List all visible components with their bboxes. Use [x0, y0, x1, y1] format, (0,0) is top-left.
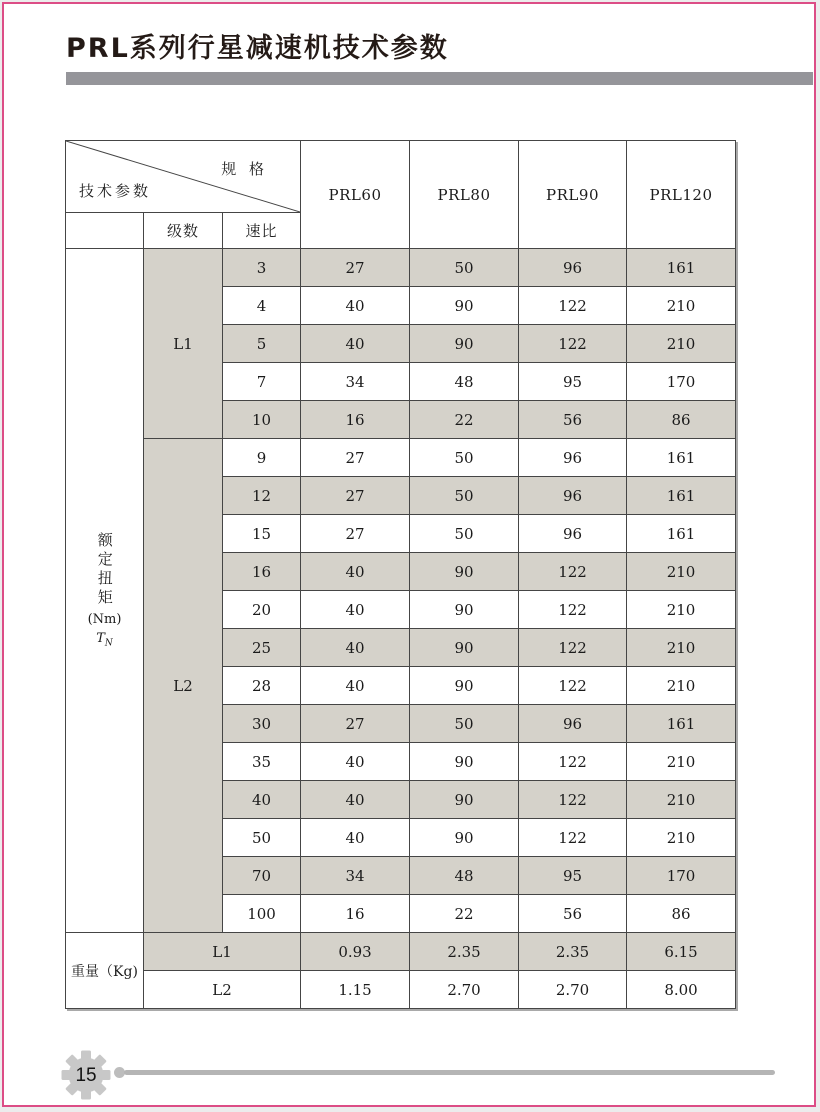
torque-value-cell: 210: [627, 553, 736, 591]
footer-rule-line: [124, 1070, 775, 1075]
torque-value-cell: 50: [410, 515, 519, 553]
ratio-cell: 12: [223, 477, 301, 515]
weight-value-cell: 8.00: [627, 971, 736, 1009]
torque-value-cell: 95: [519, 857, 627, 895]
torque-value-cell: 86: [627, 401, 736, 439]
torque-value-cell: 122: [519, 781, 627, 819]
torque-value-cell: 34: [301, 363, 410, 401]
page-number: 15: [75, 1065, 97, 1087]
weight-value-cell: 2.70: [519, 971, 627, 1009]
weight-value-cell: 6.15: [627, 933, 736, 971]
col-header-prl120: PRL120: [627, 141, 736, 249]
torque-value-cell: 161: [627, 515, 736, 553]
torque-value-cell: 90: [410, 287, 519, 325]
torque-value-cell: 27: [301, 439, 410, 477]
torque-value-cell: 96: [519, 477, 627, 515]
title-underline-bar: [66, 72, 813, 85]
torque-value-cell: 48: [410, 363, 519, 401]
torque-value-cell: 210: [627, 667, 736, 705]
torque-value-cell: 210: [627, 591, 736, 629]
table-header: [66, 141, 736, 249]
ratio-cell: 100: [223, 895, 301, 933]
ratio-cell: 3: [223, 249, 301, 287]
torque-value-cell: 90: [410, 781, 519, 819]
torque-value-cell: 56: [519, 401, 627, 439]
ratio-cell: 4: [223, 287, 301, 325]
torque-value-cell: 22: [410, 895, 519, 933]
torque-value-cell: 122: [519, 553, 627, 591]
torque-value-cell: 161: [627, 439, 736, 477]
torque-value-cell: 27: [301, 249, 410, 287]
weight-value-cell: 2.35: [519, 933, 627, 971]
torque-value-cell: 161: [627, 477, 736, 515]
torque-value-cell: 27: [301, 515, 410, 553]
stages-header: 级数: [144, 213, 223, 249]
ratio-cell: 25: [223, 629, 301, 667]
ratio-cell: 15: [223, 515, 301, 553]
torque-value-cell: 170: [627, 857, 736, 895]
torque-value-cell: 50: [410, 477, 519, 515]
torque-value-cell: 210: [627, 781, 736, 819]
weight-value-cell: 0.93: [301, 933, 410, 971]
torque-value-cell: 161: [627, 249, 736, 287]
table-body: [66, 249, 736, 1009]
torque-value-cell: 48: [410, 857, 519, 895]
torque-value-cell: 40: [301, 781, 410, 819]
torque-unit: (Nm): [87, 612, 122, 628]
empty-header-cell: [66, 213, 144, 249]
torque-value-cell: 27: [301, 705, 410, 743]
torque-value-cell: 210: [627, 819, 736, 857]
tech-param-corner-label: 技术参数: [79, 182, 152, 200]
ratio-cell: 70: [223, 857, 301, 895]
torque-value-cell: 22: [410, 401, 519, 439]
ratio-row: [66, 439, 736, 477]
col-header-prl80: PRL80: [410, 141, 519, 249]
torque-value-cell: 122: [519, 819, 627, 857]
torque-value-cell: 40: [301, 819, 410, 857]
torque-value-cell: 27: [301, 477, 410, 515]
torque-value-cell: 96: [519, 249, 627, 287]
ratio-cell: 5: [223, 325, 301, 363]
ratio-cell: 30: [223, 705, 301, 743]
ratio-cell: 40: [223, 781, 301, 819]
torque-value-cell: 40: [301, 629, 410, 667]
torque-value-cell: 86: [627, 895, 736, 933]
weight-value-cell: 2.70: [410, 971, 519, 1009]
page-footer: [0, 1048, 820, 1104]
torque-label: [66, 532, 143, 649]
torque-value-cell: 90: [410, 591, 519, 629]
torque-value-cell: 96: [519, 705, 627, 743]
torque-value-cell: 122: [519, 667, 627, 705]
ratio-cell: 50: [223, 819, 301, 857]
ratio-cell: 10: [223, 401, 301, 439]
spec-table: [65, 140, 736, 1009]
torque-value-cell: 96: [519, 439, 627, 477]
weight-value-cell: 1.15: [301, 971, 410, 1009]
spec-corner-label: 规 格: [221, 160, 269, 178]
torque-value-cell: 90: [410, 629, 519, 667]
torque-value-cell: 90: [410, 553, 519, 591]
ratio-cell: 28: [223, 667, 301, 705]
header-row-top: [66, 141, 736, 213]
torque-value-cell: 122: [519, 591, 627, 629]
torque-value-cell: 90: [410, 819, 519, 857]
torque-value-cell: 90: [410, 667, 519, 705]
ratio-cell: 35: [223, 743, 301, 781]
weight-label-cell: 重量（Kg): [66, 933, 144, 1009]
stage-cell: L1: [144, 249, 223, 439]
torque-value-cell: 122: [519, 287, 627, 325]
torque-value-cell: 210: [627, 629, 736, 667]
torque-value-cell: 40: [301, 667, 410, 705]
torque-value-cell: 40: [301, 287, 410, 325]
torque-value-cell: 50: [410, 439, 519, 477]
torque-value-cell: 122: [519, 325, 627, 363]
diagonal-header-cell: [66, 141, 301, 213]
torque-value-cell: 210: [627, 743, 736, 781]
torque-value-cell: 40: [301, 743, 410, 781]
torque-value-cell: 210: [627, 325, 736, 363]
torque-value-cell: 34: [301, 857, 410, 895]
page-title: PRL系列行星减速机技术参数: [66, 33, 449, 64]
torque-value-cell: 122: [519, 629, 627, 667]
ratio-cell: 16: [223, 553, 301, 591]
torque-value-cell: 90: [410, 743, 519, 781]
weight-stage-cell: L1: [144, 933, 301, 971]
torque-value-cell: 170: [627, 363, 736, 401]
torque-value-cell: 56: [519, 895, 627, 933]
torque-value-cell: 16: [301, 895, 410, 933]
col-header-prl60: PRL60: [301, 141, 410, 249]
torque-value-cell: 50: [410, 249, 519, 287]
torque-label-cell: [66, 249, 144, 933]
torque-value-cell: 50: [410, 705, 519, 743]
torque-value-cell: 210: [627, 287, 736, 325]
ratio-header: 速比: [223, 213, 301, 249]
torque-value-cell: 122: [519, 743, 627, 781]
torque-value-cell: 161: [627, 705, 736, 743]
gear-icon: [61, 1050, 111, 1100]
weight-stage-cell: L2: [144, 971, 301, 1009]
torque-value-cell: 96: [519, 515, 627, 553]
torque-name-vertical: 额定扭矩: [95, 532, 114, 609]
torque-value-cell: 95: [519, 363, 627, 401]
ratio-cell: 9: [223, 439, 301, 477]
ratio-cell: 7: [223, 363, 301, 401]
col-header-prl90: PRL90: [519, 141, 627, 249]
ratio-cell: 20: [223, 591, 301, 629]
weight-value-cell: 2.35: [410, 933, 519, 971]
weight-row: [66, 933, 736, 971]
weight-row: [66, 971, 736, 1009]
torque-value-cell: 40: [301, 591, 410, 629]
stage-cell: L2: [144, 439, 223, 933]
torque-symbol: $T_N$: [96, 631, 113, 649]
ratio-row: [66, 249, 736, 287]
torque-value-cell: 40: [301, 553, 410, 591]
torque-value-cell: 40: [301, 325, 410, 363]
torque-value-cell: 90: [410, 325, 519, 363]
torque-value-cell: 16: [301, 401, 410, 439]
